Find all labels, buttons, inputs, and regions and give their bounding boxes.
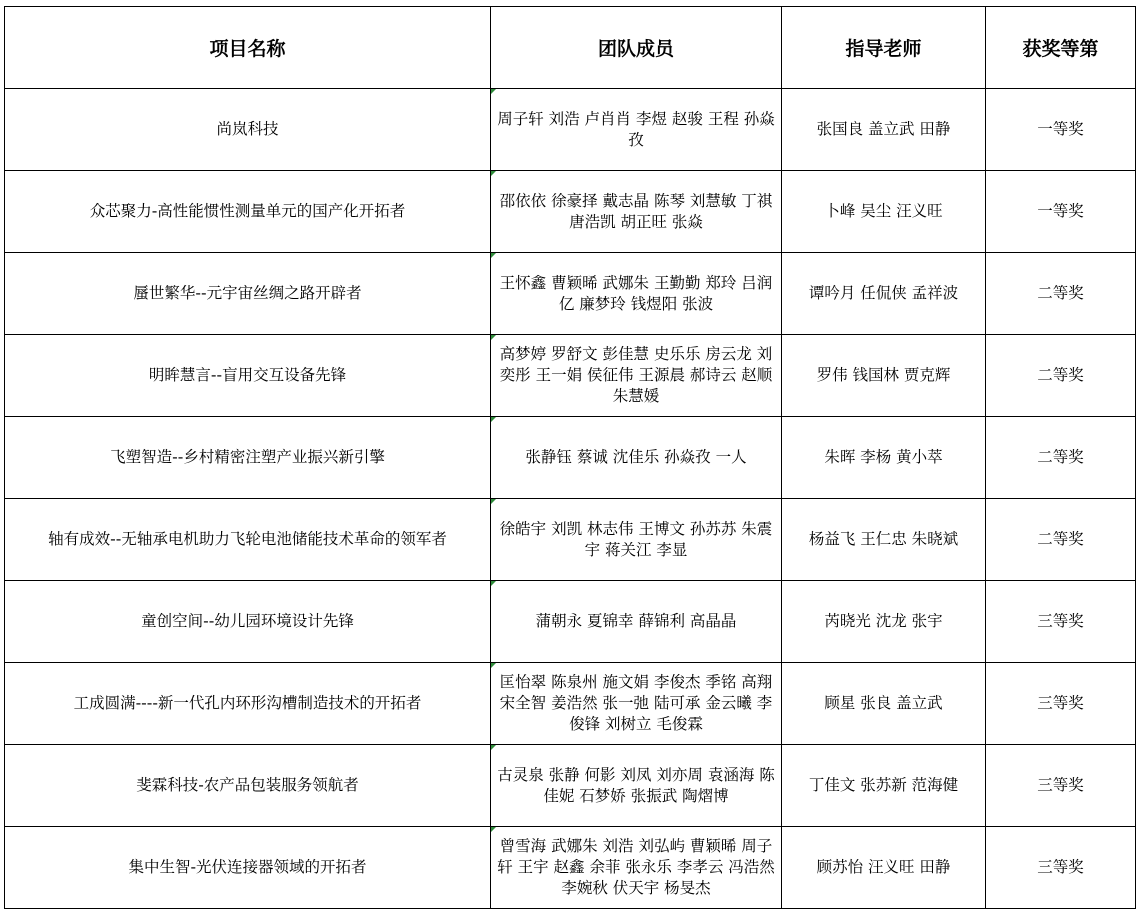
award-level-cell: 二等奖 <box>986 417 1136 499</box>
table-row <box>5 253 1136 335</box>
award-level-cell: 一等奖 <box>986 171 1136 253</box>
award-level-cell: 一等奖 <box>986 89 1136 171</box>
header-project-name: 项目名称 <box>5 7 491 89</box>
project-name-cell: 飞塑智造--乡村精密注塑产业振兴新引擎 <box>5 417 491 499</box>
project-name-cell: 工成圆满----新一代孔内环形沟槽制造技术的开拓者 <box>5 663 491 745</box>
team-members-cell: 王怀鑫 曹颖晞 武娜朱 王勤勤 郑玲 吕润亿 廉梦玲 钱煜阳 张波 <box>491 253 782 335</box>
team-members-cell: 张静钰 蔡诚 沈佳乐 孙焱孜 一人 <box>491 417 782 499</box>
project-name-cell: 尚岚科技 <box>5 89 491 171</box>
team-members-cell: 高梦婷 罗舒文 彭佳慧 史乐乐 房云龙 刘奕彤 王一娟 侯征伟 王源晨 郝诗云 赵顺 朱慧媛 <box>491 335 782 417</box>
header-team-members: 团队成员 <box>491 7 782 89</box>
team-members-cell: 蒲朝永 夏锦幸 薛锦利 高晶晶 <box>491 581 782 663</box>
advisor-cell: 芮晓光 沈龙 张宇 <box>782 581 986 663</box>
advisor-cell: 杨益飞 王仁忠 朱晓斌 <box>782 499 986 581</box>
project-name-cell: 明眸慧言--盲用交互设备先锋 <box>5 335 491 417</box>
project-name-cell: 轴有成效--无轴承电机助力飞轮电池储能技术革命的领军者 <box>5 499 491 581</box>
award-level-cell: 三等奖 <box>986 663 1136 745</box>
award-level-cell: 三等奖 <box>986 581 1136 663</box>
team-members-cell: 周子轩 刘浩 卢肖肖 李煜 赵骏 王程 孙焱孜 <box>491 89 782 171</box>
project-name-cell: 童创空间--幼儿园环境设计先锋 <box>5 581 491 663</box>
header-row <box>5 7 1136 89</box>
team-members-cell: 曾雪海 武娜朱 刘浩 刘弘屿 曹颖晞 周子轩 王宇 赵鑫 余菲 张永乐 李孝云 冯浩然 李婉秋 伏天宇 杨旻杰 <box>491 827 782 909</box>
project-name-cell: 蜃世繁华--元宇宙丝绸之路开辟者 <box>5 253 491 335</box>
advisor-cell: 罗伟 钱国林 贾克辉 <box>782 335 986 417</box>
header-advisor: 指导老师 <box>782 7 986 89</box>
table-row <box>5 827 1136 909</box>
table-row <box>5 499 1136 581</box>
advisor-cell: 朱晖 李杨 黄小萃 <box>782 417 986 499</box>
team-members-cell: 邵依依 徐豪择 戴志晶 陈琴 刘慧敏 丁祺 唐浩凯 胡正旺 张焱 <box>491 171 782 253</box>
table-row <box>5 417 1136 499</box>
table-row <box>5 171 1136 253</box>
award-level-cell: 三等奖 <box>986 827 1136 909</box>
project-name-cell: 集中生智-光伏连接器领域的开拓者 <box>5 827 491 909</box>
advisor-cell: 张国良 盖立武 田静 <box>782 89 986 171</box>
award-level-cell: 二等奖 <box>986 499 1136 581</box>
team-members-cell: 古灵泉 张静 何影 刘凤 刘亦周 袁涵海 陈佳妮 石梦娇 张振武 陶熠博 <box>491 745 782 827</box>
advisor-cell: 顾苏怡 汪义旺 田静 <box>782 827 986 909</box>
table-row <box>5 663 1136 745</box>
table-row <box>5 89 1136 171</box>
table-row <box>5 335 1136 417</box>
advisor-cell: 卜峰 吴尘 汪义旺 <box>782 171 986 253</box>
advisor-cell: 丁佳文 张苏新 范海健 <box>782 745 986 827</box>
project-name-cell: 众芯聚力-高性能惯性测量单元的国产化开拓者 <box>5 171 491 253</box>
table-row <box>5 581 1136 663</box>
team-members-cell: 徐皓宇 刘凯 林志伟 王博文 孙苏苏 朱震宇 蒋关江 李显 <box>491 499 782 581</box>
awards-table <box>4 6 1136 909</box>
table-header <box>5 7 1136 89</box>
table-body <box>5 89 1136 909</box>
award-level-cell: 三等奖 <box>986 745 1136 827</box>
advisor-cell: 顾星 张良 盖立武 <box>782 663 986 745</box>
header-award-level: 获奖等第 <box>986 7 1136 89</box>
award-level-cell: 二等奖 <box>986 253 1136 335</box>
project-name-cell: 斐霖科技-农产品包装服务领航者 <box>5 745 491 827</box>
award-level-cell: 二等奖 <box>986 335 1136 417</box>
team-members-cell: 匡怡翠 陈泉州 施文娟 李俊杰 季铭 高翔 宋全智 姜浩然 张一弛 陆可承 金云曦 李俊锋 刘树立 毛俊霖 <box>491 663 782 745</box>
table-row <box>5 745 1136 827</box>
advisor-cell: 谭吟月 任侃侠 孟祥波 <box>782 253 986 335</box>
